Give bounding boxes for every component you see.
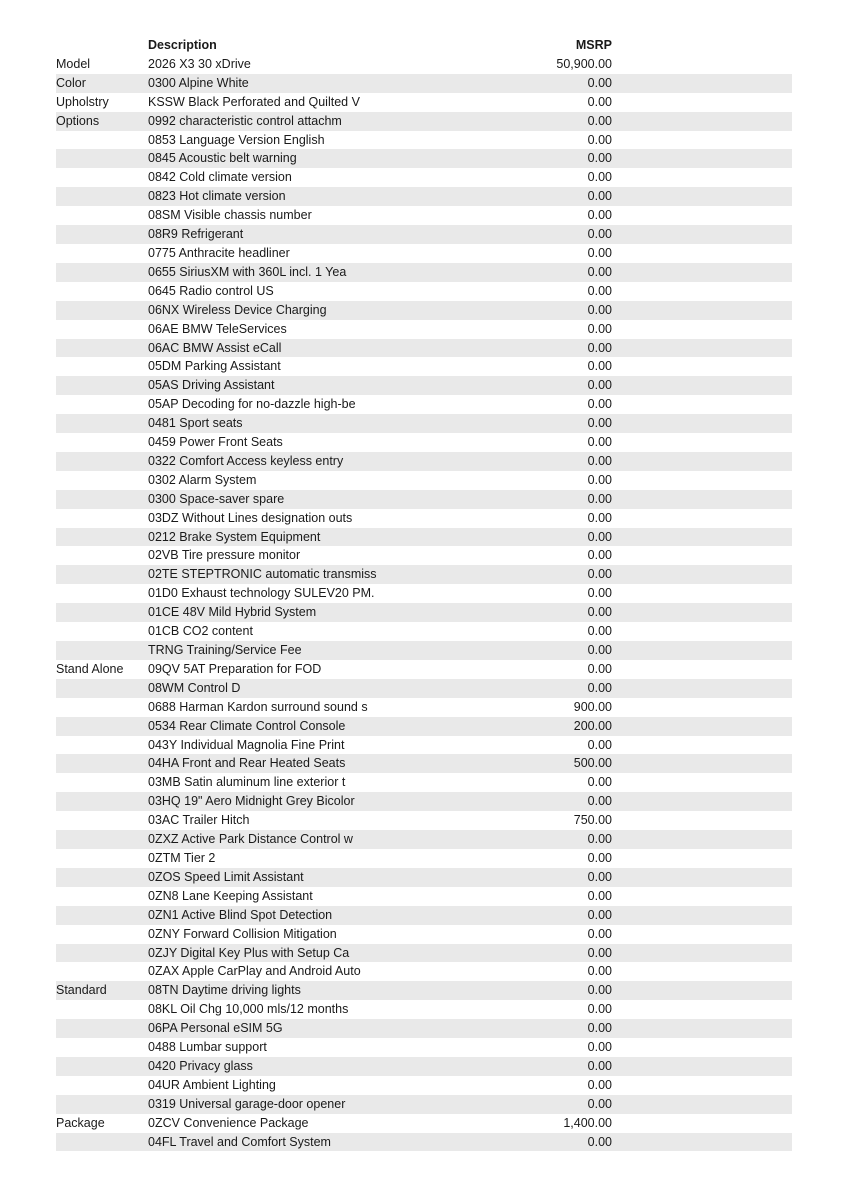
filler-cell <box>612 660 792 679</box>
msrp-cell: 0.00 <box>512 339 612 358</box>
filler-cell <box>612 1133 792 1152</box>
description-cell: 0300 Space-saver spare <box>148 490 512 509</box>
description-cell: 0ZNY Forward Collision Mitigation <box>148 926 337 941</box>
table-row <box>56 603 792 622</box>
table-row <box>56 736 792 755</box>
description-cell: 0322 Comfort Access keyless entry <box>148 452 512 471</box>
category-cell <box>56 603 148 622</box>
category-cell <box>56 471 148 490</box>
filler-cell <box>612 546 792 565</box>
filler-cell <box>612 679 792 698</box>
filler-cell <box>612 736 792 755</box>
table-row <box>56 282 792 301</box>
table-row <box>56 112 792 131</box>
table-row <box>56 679 792 698</box>
description-cell: 06AC BMW Assist eCall <box>148 339 512 358</box>
filler-cell <box>612 301 792 320</box>
table-row <box>56 395 792 414</box>
table-row <box>56 168 792 187</box>
filler-cell <box>612 357 792 376</box>
filler-cell <box>612 490 792 509</box>
table-row <box>56 55 792 74</box>
msrp-cell: 0.00 <box>587 737 612 752</box>
filler-cell <box>612 395 792 414</box>
category-cell <box>56 149 148 168</box>
table-row <box>56 754 792 773</box>
description-cell: 0212 Brake System Equipment <box>148 528 512 547</box>
category-cell: Package <box>56 1115 105 1130</box>
table-row <box>56 1114 792 1133</box>
msrp-cell: 0.00 <box>587 775 612 790</box>
filler-cell <box>612 981 792 1000</box>
msrp-cell: 0.00 <box>512 868 612 887</box>
category-cell <box>56 887 148 906</box>
table-row <box>56 509 792 528</box>
description-cell: 0688 Harman Kardon surround sound s <box>148 699 368 714</box>
category-cell <box>56 1000 148 1019</box>
table-row <box>56 244 792 263</box>
description-cell: 06NX Wireless Device Charging <box>148 301 512 320</box>
table-row <box>56 717 792 736</box>
category-cell: Options <box>56 112 148 131</box>
description-cell: 01CE 48V Mild Hybrid System <box>148 603 512 622</box>
description-cell: 0459 Power Front Seats <box>148 435 283 450</box>
category-cell <box>56 736 148 755</box>
description-cell: 03AC Trailer Hitch <box>148 813 250 828</box>
category-cell: Color <box>56 74 148 93</box>
table-row <box>56 887 792 906</box>
table-row <box>56 565 792 584</box>
description-cell: 04UR Ambient Lighting <box>148 1077 276 1092</box>
category-cell <box>56 225 148 244</box>
description-cell: 02TE STEPTRONIC automatic transmiss <box>148 565 512 584</box>
msrp-cell: 0.00 <box>512 74 612 93</box>
msrp-cell: 0.00 <box>587 510 612 525</box>
filler-cell <box>612 376 792 395</box>
msrp-cell: 0.00 <box>512 225 612 244</box>
msrp-cell: 200.00 <box>512 717 612 736</box>
msrp-cell: 0.00 <box>587 1077 612 1092</box>
msrp-cell: 0.00 <box>512 187 612 206</box>
msrp-cell: 0.00 <box>512 981 612 1000</box>
msrp-cell: 0.00 <box>512 944 612 963</box>
table-row <box>56 641 792 660</box>
msrp-cell: 900.00 <box>573 699 612 714</box>
description-column-header: Description <box>148 38 217 52</box>
description-cell: 0ZJY Digital Key Plus with Setup Ca <box>148 944 512 963</box>
msrp-cell: 0.00 <box>587 94 612 109</box>
msrp-cell: 0.00 <box>512 792 612 811</box>
table-row <box>56 225 792 244</box>
description-cell: 02VB Tire pressure monitor <box>148 548 301 563</box>
filler-cell <box>612 811 792 830</box>
msrp-cell: 0.00 <box>512 149 612 168</box>
msrp-cell: 500.00 <box>512 754 612 773</box>
description-cell: 06PA Personal eSIM 5G <box>148 1019 512 1038</box>
msrp-cell: 0.00 <box>512 679 612 698</box>
filler-cell <box>612 433 792 452</box>
table-row <box>56 546 792 565</box>
table-row <box>56 830 792 849</box>
msrp-cell: 0.00 <box>512 641 612 660</box>
filler-cell <box>612 320 792 339</box>
table-row <box>56 131 792 150</box>
filler-cell <box>612 906 792 925</box>
msrp-cell: 0.00 <box>587 850 612 865</box>
category-cell <box>56 168 148 187</box>
filler-cell <box>612 93 792 112</box>
description-cell: 0645 Radio control US <box>148 283 274 298</box>
category-cell <box>56 433 148 452</box>
category-cell <box>56 754 148 773</box>
filler-cell <box>612 1057 792 1076</box>
description-cell: 08WM Control D <box>148 679 512 698</box>
table-row <box>56 1038 792 1057</box>
category-cell <box>56 925 148 944</box>
description-cell: 05DM Parking Assistant <box>148 359 281 374</box>
filler-cell <box>612 509 792 528</box>
table-row <box>56 74 792 93</box>
category-cell <box>56 206 148 225</box>
table-row <box>56 584 792 603</box>
filler-cell <box>612 754 792 773</box>
msrp-cell: 0.00 <box>512 830 612 849</box>
table-row <box>56 357 792 376</box>
msrp-cell: 0.00 <box>512 263 612 282</box>
description-cell: 0ZN8 Lane Keeping Assistant <box>148 888 313 903</box>
msrp-cell: 0.00 <box>587 397 612 412</box>
msrp-cell: 0.00 <box>512 414 612 433</box>
filler-cell <box>612 849 792 868</box>
category-cell <box>56 395 148 414</box>
table-row <box>56 1019 792 1038</box>
filler-cell <box>612 830 792 849</box>
table-row <box>56 433 792 452</box>
table-row <box>56 622 792 641</box>
msrp-cell: 0.00 <box>512 603 612 622</box>
category-cell <box>56 1057 148 1076</box>
msrp-cell: 750.00 <box>573 813 612 828</box>
msrp-cell: 0.00 <box>512 1133 612 1152</box>
filler-cell <box>612 1114 792 1133</box>
table-row <box>56 849 792 868</box>
description-cell: 03MB Satin aluminum line exterior t <box>148 775 346 790</box>
category-cell <box>56 849 148 868</box>
table-row <box>56 981 792 1000</box>
category-cell: Standard <box>56 981 148 1000</box>
category-cell <box>56 452 148 471</box>
category-cell <box>56 1076 148 1095</box>
header-row <box>56 36 792 55</box>
msrp-cell: 0.00 <box>587 548 612 563</box>
description-cell: 01CB CO2 content <box>148 624 253 639</box>
msrp-cell: 0.00 <box>512 528 612 547</box>
msrp-cell: 0.00 <box>587 245 612 260</box>
description-cell: 08KL Oil Chg 10,000 mls/12 months <box>148 1002 349 1017</box>
msrp-cell: 0.00 <box>587 283 612 298</box>
filler-cell <box>612 641 792 660</box>
table-row <box>56 944 792 963</box>
description-cell: 0319 Universal garage-door opener <box>148 1095 512 1114</box>
category-cell <box>56 698 148 717</box>
msrp-cell: 0.00 <box>512 565 612 584</box>
description-cell: 0842 Cold climate version <box>148 170 292 185</box>
description-cell: 0655 SiriusXM with 360L incl. 1 Yea <box>148 263 512 282</box>
table-row <box>56 925 792 944</box>
filler-cell <box>612 112 792 131</box>
description-cell: 0ZCV Convenience Package <box>148 1115 309 1130</box>
description-cell: 0488 Lumbar support <box>148 1040 267 1055</box>
filler-cell <box>612 698 792 717</box>
description-cell: 08R9 Refrigerant <box>148 225 512 244</box>
filler-cell <box>612 565 792 584</box>
table-row <box>56 1133 792 1152</box>
category-cell <box>56 509 148 528</box>
description-cell: 08SM Visible chassis number <box>148 208 312 223</box>
table-row <box>56 792 792 811</box>
category-cell <box>56 773 148 792</box>
table-row <box>56 320 792 339</box>
description-cell: 0ZOS Speed Limit Assistant <box>148 868 512 887</box>
table-row <box>56 1076 792 1095</box>
filler-cell <box>612 528 792 547</box>
category-cell <box>56 376 148 395</box>
filler-cell <box>612 225 792 244</box>
category-cell <box>56 244 148 263</box>
description-cell: 03DZ Without Lines designation outs <box>148 510 353 525</box>
category-cell <box>56 263 148 282</box>
table-row <box>56 528 792 547</box>
category-cell: Stand Alone <box>56 661 124 676</box>
category-cell <box>56 528 148 547</box>
vehicle-options-table <box>56 36 792 1151</box>
msrp-cell: 0.00 <box>512 452 612 471</box>
msrp-cell: 0.00 <box>587 624 612 639</box>
description-cell: 0853 Language Version English <box>148 132 325 147</box>
filler-cell <box>612 452 792 471</box>
description-cell: 0775 Anthracite headliner <box>148 245 290 260</box>
table-row <box>56 490 792 509</box>
category-cell <box>56 301 148 320</box>
msrp-cell: 0.00 <box>512 301 612 320</box>
msrp-cell: 0.00 <box>512 376 612 395</box>
category-cell <box>56 1019 148 1038</box>
description-cell: 0300 Alpine White <box>148 74 512 93</box>
category-cell <box>56 414 148 433</box>
filler-cell <box>612 1076 792 1095</box>
category-cell <box>56 811 148 830</box>
table-row <box>56 962 792 981</box>
category-cell: Upholstry <box>56 94 109 109</box>
filler-cell <box>612 244 792 263</box>
category-cell <box>56 187 148 206</box>
msrp-cell: 1,400.00 <box>563 1115 612 1130</box>
category-cell <box>56 357 148 376</box>
filler-cell <box>612 622 792 641</box>
description-cell: 0420 Privacy glass <box>148 1057 512 1076</box>
description-cell: 09QV 5AT Preparation for FOD <box>148 661 322 676</box>
msrp-cell: 0.00 <box>587 1002 612 1017</box>
msrp-column-header: MSRP <box>575 38 612 52</box>
msrp-cell: 0.00 <box>587 1040 612 1055</box>
description-cell: 0992 characteristic control attachm <box>148 112 512 131</box>
description-cell: 0823 Hot climate version <box>148 187 512 206</box>
filler-cell <box>612 149 792 168</box>
filler-cell <box>612 339 792 358</box>
filler-cell <box>612 868 792 887</box>
filler-cell <box>612 471 792 490</box>
category-cell <box>56 131 148 150</box>
msrp-cell: 0.00 <box>512 906 612 925</box>
table-row <box>56 187 792 206</box>
description-cell: 08TN Daytime driving lights <box>148 981 512 1000</box>
filler-cell <box>612 584 792 603</box>
msrp-cell: 0.00 <box>587 321 612 336</box>
description-cell: 0ZTM Tier 2 <box>148 850 216 865</box>
filler-cell <box>612 944 792 963</box>
table-row <box>56 906 792 925</box>
category-cell <box>56 1095 148 1114</box>
filler-cell <box>612 414 792 433</box>
table-row <box>56 339 792 358</box>
description-cell: 0845 Acoustic belt warning <box>148 149 512 168</box>
description-cell: 2026 X3 30 xDrive <box>148 56 251 71</box>
category-cell <box>56 906 148 925</box>
filler-column-header <box>612 36 792 55</box>
filler-cell <box>612 1095 792 1114</box>
description-cell: 04FL Travel and Comfort System <box>148 1133 512 1152</box>
category-cell <box>56 717 148 736</box>
filler-cell <box>612 792 792 811</box>
msrp-cell: 0.00 <box>587 586 612 601</box>
table-row <box>56 93 792 112</box>
filler-cell <box>612 1000 792 1019</box>
filler-cell <box>612 603 792 622</box>
table-row <box>56 414 792 433</box>
msrp-cell: 0.00 <box>587 661 612 676</box>
category-cell <box>56 584 148 603</box>
msrp-cell: 0.00 <box>512 112 612 131</box>
table-row <box>56 376 792 395</box>
category-cell <box>56 320 148 339</box>
table-row <box>56 452 792 471</box>
filler-cell <box>612 1038 792 1057</box>
category-cell <box>56 962 148 981</box>
table-row <box>56 1095 792 1114</box>
filler-cell <box>612 1019 792 1038</box>
msrp-cell: 0.00 <box>587 132 612 147</box>
table-row <box>56 471 792 490</box>
category-cell <box>56 546 148 565</box>
description-cell: 06AE BMW TeleServices <box>148 321 287 336</box>
msrp-cell: 0.00 <box>587 926 612 941</box>
description-cell: TRNG Training/Service Fee <box>148 641 512 660</box>
table-row <box>56 263 792 282</box>
filler-cell <box>612 131 792 150</box>
category-cell <box>56 868 148 887</box>
filler-cell <box>612 55 792 74</box>
category-cell <box>56 339 148 358</box>
filler-cell <box>612 206 792 225</box>
description-cell: 043Y Individual Magnolia Fine Print <box>148 737 345 752</box>
description-cell: KSSW Black Perforated and Quilted V <box>148 94 360 109</box>
msrp-cell: 0.00 <box>512 1019 612 1038</box>
msrp-cell: 0.00 <box>512 490 612 509</box>
description-cell: 0481 Sport seats <box>148 414 512 433</box>
filler-cell <box>612 74 792 93</box>
filler-cell <box>612 962 792 981</box>
description-cell: 04HA Front and Rear Heated Seats <box>148 754 512 773</box>
table-row <box>56 660 792 679</box>
filler-cell <box>612 187 792 206</box>
description-cell: 0ZXZ Active Park Distance Control w <box>148 830 512 849</box>
msrp-cell: 50,900.00 <box>556 56 612 71</box>
category-column-header <box>56 36 148 55</box>
category-cell <box>56 830 148 849</box>
msrp-cell: 0.00 <box>512 1057 612 1076</box>
table-row <box>56 206 792 225</box>
category-cell <box>56 792 148 811</box>
msrp-cell: 0.00 <box>587 359 612 374</box>
category-cell <box>56 944 148 963</box>
description-cell: 03HQ 19" Aero Midnight Grey Bicolor <box>148 792 512 811</box>
table-row <box>56 773 792 792</box>
description-cell: 05AP Decoding for no-dazzle high-be <box>148 397 356 412</box>
msrp-cell: 0.00 <box>587 964 612 979</box>
msrp-cell: 0.00 <box>587 170 612 185</box>
filler-cell <box>612 168 792 187</box>
category-cell <box>56 1038 148 1057</box>
category-cell <box>56 622 148 641</box>
table-body <box>56 55 792 1152</box>
msrp-cell: 0.00 <box>587 472 612 487</box>
filler-cell <box>612 282 792 301</box>
category-cell <box>56 282 148 301</box>
description-cell: 0ZAX Apple CarPlay and Android Auto <box>148 964 361 979</box>
category-cell <box>56 679 148 698</box>
category-cell: Model <box>56 56 91 71</box>
table-row <box>56 868 792 887</box>
table-row <box>56 811 792 830</box>
filler-cell <box>612 263 792 282</box>
category-cell <box>56 490 148 509</box>
description-cell: 0302 Alarm System <box>148 472 257 487</box>
table-row <box>56 149 792 168</box>
filler-cell <box>612 717 792 736</box>
description-cell: 01D0 Exhaust technology SULEV20 PM. <box>148 586 375 601</box>
msrp-cell: 0.00 <box>587 208 612 223</box>
category-cell <box>56 641 148 660</box>
filler-cell <box>612 887 792 906</box>
table-row <box>56 698 792 717</box>
table-row <box>56 1057 792 1076</box>
filler-cell <box>612 773 792 792</box>
msrp-cell: 0.00 <box>587 435 612 450</box>
description-cell: 05AS Driving Assistant <box>148 376 512 395</box>
table-row <box>56 1000 792 1019</box>
category-cell <box>56 1133 148 1152</box>
filler-cell <box>612 925 792 944</box>
category-cell <box>56 565 148 584</box>
msrp-cell: 0.00 <box>587 888 612 903</box>
description-cell: 0534 Rear Climate Control Console <box>148 717 512 736</box>
table-row <box>56 301 792 320</box>
msrp-cell: 0.00 <box>512 1095 612 1114</box>
description-cell: 0ZN1 Active Blind Spot Detection <box>148 906 512 925</box>
